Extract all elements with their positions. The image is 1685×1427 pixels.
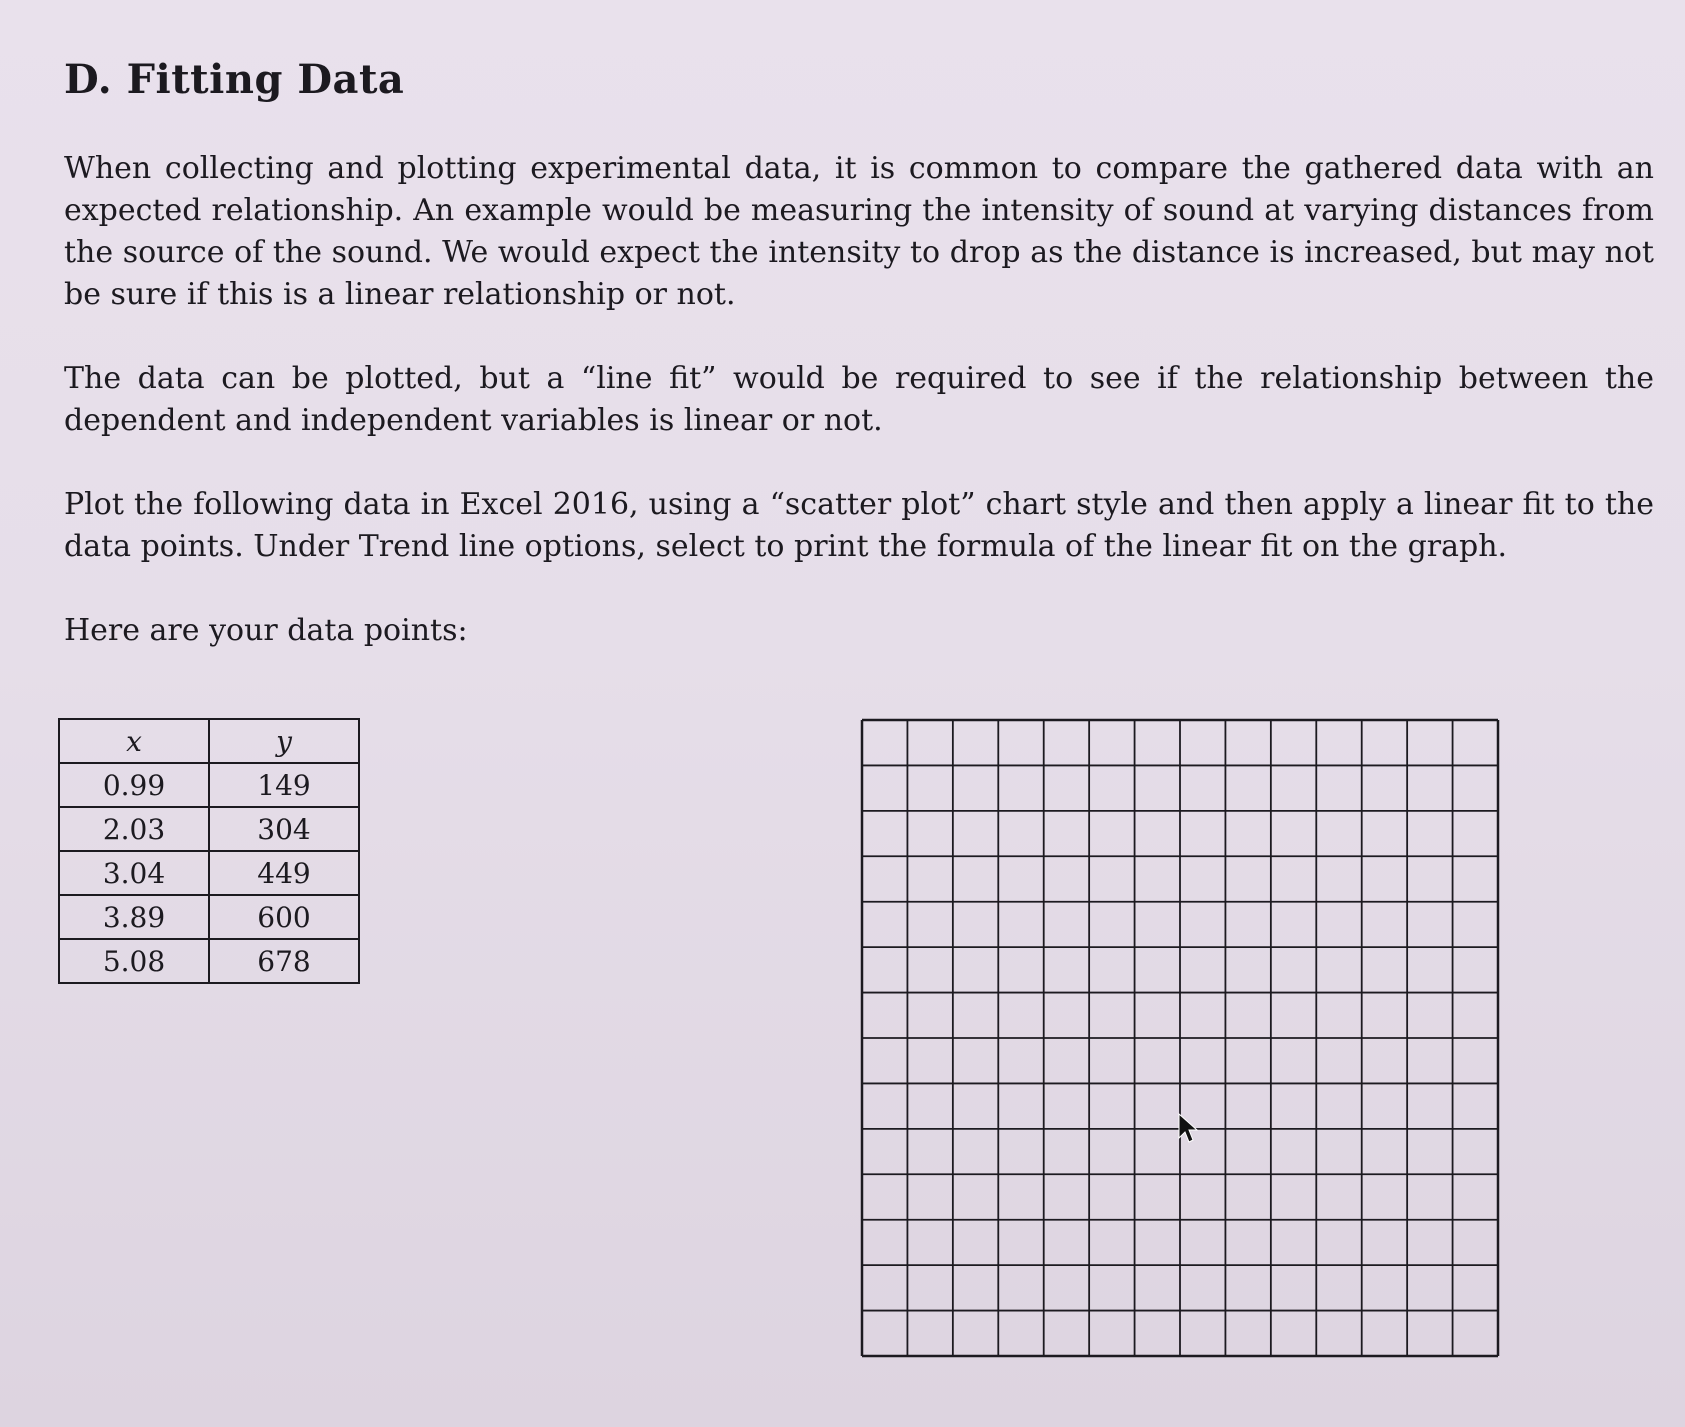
data-points-label: Here are your data points: (64, 613, 468, 648)
table-cell-x: 3.04 (59, 851, 209, 895)
document-page (64, 50, 1654, 652)
table-cell-y: 149 (209, 763, 359, 807)
table-row (59, 895, 359, 939)
table-header-row (59, 719, 359, 763)
table-row (59, 939, 359, 983)
instructions-paragraph: Plot the following data in Excel 2016, using a “scatter plot” chart style and then apply a linear fit to the data points. Under Trend line options, select to print the formula of the linear fit on the graph. (64, 487, 1654, 564)
section-title: D. Fitting Data (64, 56, 405, 103)
table-row (59, 851, 359, 895)
line-fit-paragraph: The data can be plotted, but a “line fit” would be required to see if the relationship between the dependent and independent variables is linear or not. (64, 361, 1654, 438)
table-cell-x: 3.89 (59, 895, 209, 939)
table-cell-y: 600 (209, 895, 359, 939)
intro-paragraph: When collecting and plotting experimental data, it is common to compare the gathered data with an expected relationship. An example would be measuring the intensity of sound at varying distances from the source of the sound. We would expect the intensity to drop as the distance is increased, but may not be sure if this is a linear relationship or not. (64, 151, 1654, 312)
table-cell-y: 304 (209, 807, 359, 851)
table-row (59, 763, 359, 807)
table-cell-x: 5.08 (59, 939, 209, 983)
data-table (58, 718, 360, 984)
graph-paper-grid (860, 718, 1500, 1358)
table-cell-y: 678 (209, 939, 359, 983)
column-header-y: y (209, 719, 359, 763)
table-cell-x: 0.99 (59, 763, 209, 807)
column-header-x: x (59, 719, 209, 763)
table-row (59, 807, 359, 851)
table-cell-y: 449 (209, 851, 359, 895)
mouse-pointer-icon (1177, 1112, 1199, 1146)
table-cell-x: 2.03 (59, 807, 209, 851)
